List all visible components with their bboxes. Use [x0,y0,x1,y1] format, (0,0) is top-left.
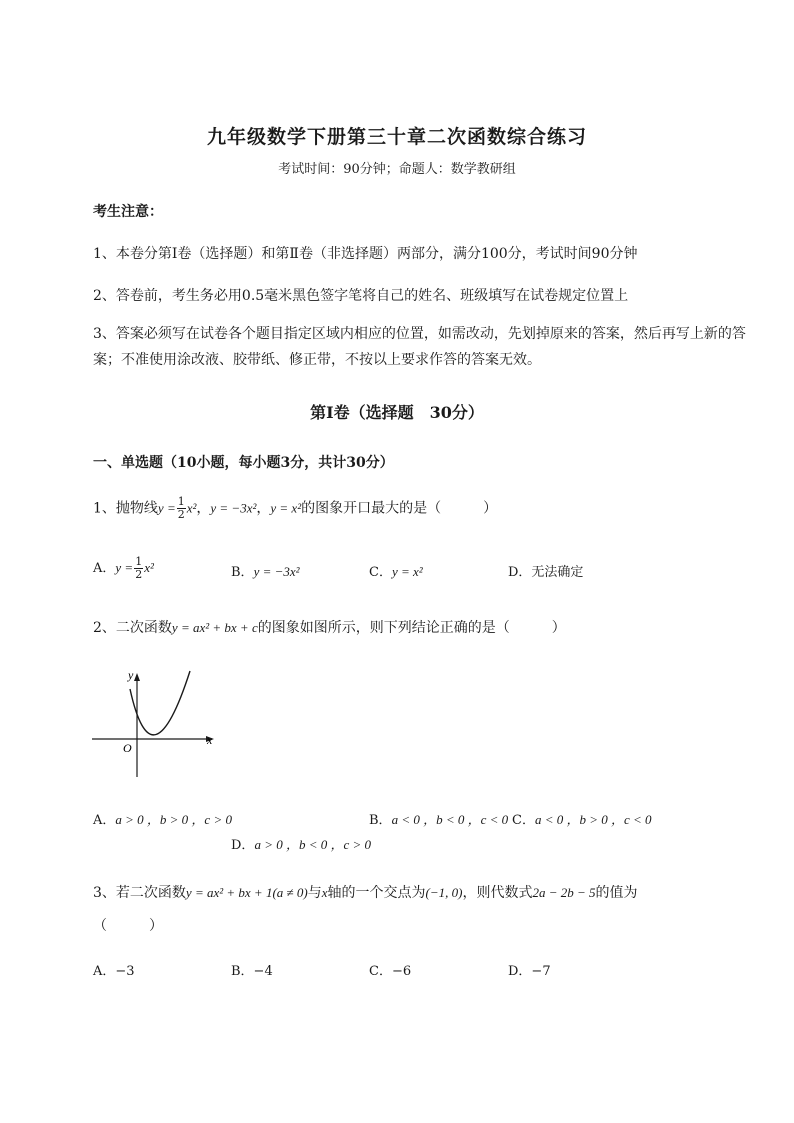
graph-x-label: x [207,733,213,747]
q1-option-a-label: A． [93,561,116,576]
q3-algebra: 2a − 2b − 5 [532,885,596,900]
q1-fraction [177,496,186,521]
q1-expr2: y = −3x² [210,500,257,516]
q2-option-b-expr: a < 0 ，b < 0 ，c < 0 [391,812,509,827]
q3-answer-blank: （ ） [93,918,163,934]
q3-expr: y = ax² + bx + 1(a ≠ 0) [185,885,308,900]
q1-option-c-expr: y = x² [391,564,423,579]
q1-option-a-fraction [134,556,143,581]
q3-mid2: 轴的一个交点为 [327,885,426,901]
q2-option-a-expr: a > 0 ，b > 0 ，c > 0 [115,812,232,827]
q1-option-a[interactable] [93,556,154,581]
q1-frac-den: 2 [177,508,185,521]
q2-option-d[interactable] [231,834,371,853]
q2-option-c-label: C． [512,813,535,828]
notice-item-1: 1、本卷分第Ⅰ卷（选择题）和第Ⅱ卷（非选择题）两部分，满分100分，考试时间90分钟 [93,246,638,262]
graph-y-label: y [128,668,134,682]
question-2 [93,617,566,637]
q3-option-c[interactable]: C．−6 [369,964,412,979]
section-title: 第Ⅰ卷（选择题 30分） [310,403,484,422]
question-3 [93,882,638,902]
q1-option-a-x: x² [144,560,154,575]
q3-mid3: ，则代数式 [462,885,533,901]
q1-option-a-den: 2 [135,568,143,581]
q3-point: (−1, 0) [425,885,463,900]
q1-option-b[interactable] [231,561,300,580]
q2-prefix: 2、二次函数 [93,620,172,636]
q3-option-a[interactable]: A．−3 [93,964,135,979]
q3-suffix: 的值为 [595,885,638,901]
exam-subtitle: 考试时间：90分钟；命题人：数学教研组 [278,162,516,177]
question-1 [93,496,497,521]
parabola-graph [88,663,223,781]
q2-option-c-expr: a < 0 ，b > 0 ，c < 0 [534,812,652,827]
q3-mid1: 与 [307,885,322,901]
q2-option-a[interactable] [93,809,232,828]
section-subheading: 一、单选题（10小题，每小题3分，共计30分） [93,455,394,471]
q2-option-a-label: A． [93,813,116,828]
q1-option-a-y: y = [115,560,134,575]
graph-origin-label: O [123,741,132,755]
exam-title: 九年级数学下册第三十章二次函数综合练习 [206,126,587,148]
q1-sep1: ， [196,500,211,517]
q1-option-a-num: 1 [135,555,143,568]
q2-expr: y = ax² + bx + c [171,620,258,635]
q2-option-b[interactable] [369,809,508,828]
q2-option-d-expr: a > 0 ，b < 0 ，c > 0 [254,837,372,852]
q1-frac-num: 1 [177,495,185,508]
notice-heading: 考生注意： [93,204,163,220]
notice-item-2: 2、答卷前，考生务必用0.5毫米黑色签字笔将自己的姓名、班级填写在试卷规定位置上 [93,288,629,304]
q2-option-d-label: D． [231,838,255,853]
q3-option-b[interactable]: B．−4 [231,964,273,979]
q2-option-b-label: B． [369,813,392,828]
q3-prefix: 3、若二次函数 [93,885,186,901]
q1-x2: x² [186,500,197,516]
q1-option-b-expr: y = −3x² [253,564,300,579]
q2-option-c[interactable] [512,809,652,828]
notice-item-3: 3、答案必须写在试卷各个题目指定区域内相应的位置，如需改动，先划掉原来的答案，然后再写上新的答案；不准使用涂改液、胶带纸、修正带，不按以上要求作答的答案无效。 [93,326,746,368]
q3-option-d[interactable]: D．−7 [508,964,551,979]
q1-suffix: 的图象开口最大的是（ ） [301,500,498,517]
q1-option-c[interactable] [369,561,423,580]
q2-suffix: 的图象如图所示，则下列结论正确的是（ ） [257,620,566,636]
q1-y-eq: y = [157,500,176,516]
q1-prefix: 1、抛物线 [93,500,158,517]
y-axis-arrow [134,673,140,681]
q3-xvar: x [321,885,328,900]
q1-option-b-label: B． [231,565,254,580]
q1-option-d[interactable]: D．无法确定 [508,565,584,580]
q1-sep2: ， [256,500,271,517]
q1-expr3: y = x² [270,500,302,516]
q1-option-c-label: C． [369,565,392,580]
